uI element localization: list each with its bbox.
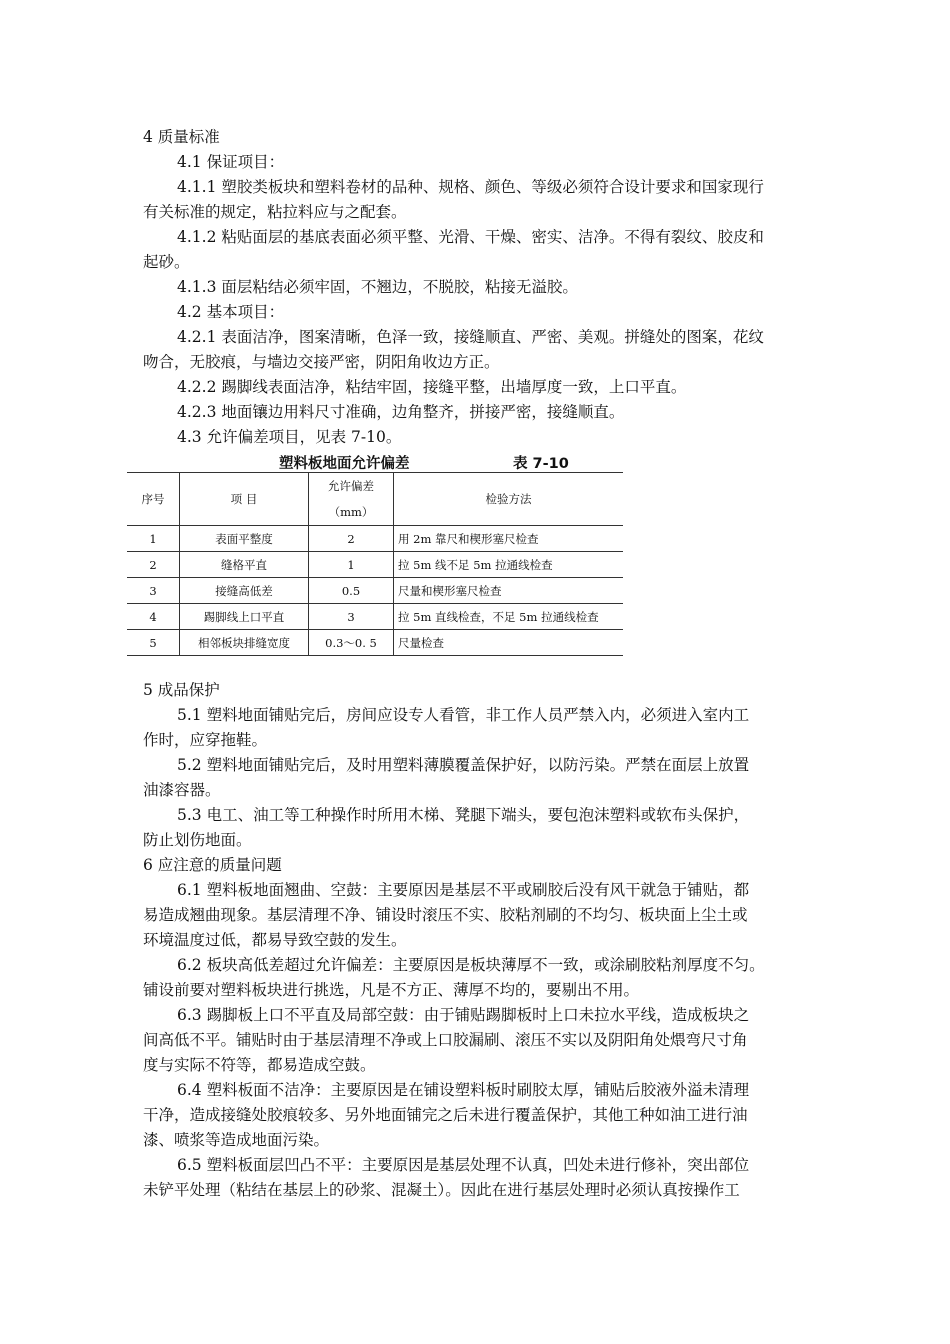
paragraph: 干净，造成接缝处胶痕较多、另外地面铺完之后未进行覆盖保护，其他工种如油工进行油 (143, 1106, 748, 1124)
table-row (127, 630, 623, 656)
cell-method: 用 2m 靠尺和楔形塞尺检查 (398, 531, 539, 546)
cell-no: 3 (127, 578, 180, 604)
cell-tolerance: 2 (309, 526, 394, 552)
section-5-heading: 5 成品保护 (143, 681, 220, 699)
paragraph: 防止划伤地面。 (143, 831, 252, 849)
paragraph: 4.3 允许偏差项目，见表 7-10。 (177, 428, 402, 446)
paragraph: 5.3 电工、油工等工种操作时所用木梯、凳腿下端头，要包泡沫塑料或软布头保护， (177, 806, 750, 824)
paragraph: 5.2 塑料地面铺贴完后，及时用塑料薄膜覆盖保护好，以防污染。严禁在面层上放置 (177, 756, 750, 774)
section-4-heading: 4 质量标准 (143, 128, 220, 146)
paragraph: 5.1 塑料地面铺贴完后，房间应设专人看管，非工作人员严禁入内，必须进入室内工 (177, 706, 750, 724)
table-title: 塑料板地面允许偏差 (279, 456, 410, 472)
table-header-row (127, 473, 623, 526)
paragraph: 有关标准的规定，粘拉料应与之配套。 (143, 203, 407, 221)
header-tolerance (309, 473, 394, 526)
paragraph: 6.5 塑料板面层凹凸不平：主要原因是基层处理不认真，凹处未进行修补，突出部位 (177, 1156, 750, 1174)
cell-tolerance: 0.5 (309, 578, 394, 604)
paragraph: 4.1.3 面层粘结必须牢固，不翘边，不脱胶，粘接无溢胶。 (177, 278, 578, 296)
paragraph: 4.1.1 塑胶类板块和塑料卷材的品种、规格、颜色、等级必须符合设计要求和国家现行 (177, 178, 764, 196)
cell-tolerance: 3 (309, 604, 394, 630)
cell-item: 缝格平直 (180, 552, 309, 578)
paragraph: 易造成翘曲现象。基层清理不净、铺设时滚压不实、胶粘剂刷的不均匀、板块面上尘土或 (143, 906, 748, 924)
cell-method: 尺量检查 (398, 635, 444, 650)
header-tolerance-line2: （mm） (328, 505, 374, 519)
paragraph: 起砂。 (143, 253, 190, 271)
paragraph: 4.2.3 地面镶边用料尺寸准确，边角整齐，拼接严密，接缝顺直。 (177, 403, 625, 421)
cell-item: 踢脚线上口平直 (180, 604, 309, 630)
header-tolerance-line1: 允许偏差 (328, 479, 374, 493)
table-row (127, 526, 623, 552)
paragraph: 6.4 塑料板面不洁净：主要原因是在铺设塑料板时刷胶太厚，铺贴后胶液外溢未清理 (177, 1081, 750, 1099)
cell-item: 表面平整度 (180, 526, 309, 552)
paragraph: 油漆容器。 (143, 781, 221, 799)
paragraph: 漆、喷浆等造成地面污染。 (143, 1131, 330, 1149)
cell-no: 4 (127, 604, 180, 630)
paragraph: 4.2 基本项目： (177, 303, 285, 321)
cell-no: 2 (127, 552, 180, 578)
paragraph: 铺设前要对塑料板块进行挑选，凡是不方正、薄厚不均的，要剔出不用。 (143, 981, 640, 999)
table-number: 表 7-10 (513, 456, 569, 472)
paragraph: 间高低不平。铺贴时由于基层清理不净或上口胶漏刷、滚压不实以及阴阳角处煨弯尺寸角 (143, 1031, 748, 1049)
cell-item: 接缝高低差 (180, 578, 309, 604)
paragraph: 6.2 板块高低差超过允许偏差：主要原因是板块薄厚不一致，或涂刷胶粘剂厚度不匀。 (177, 956, 765, 974)
cell-no: 5 (127, 630, 180, 656)
cell-method: 拉 5m 直线检查，不足 5m 拉通线检查 (398, 609, 599, 624)
cell-tolerance: 1 (309, 552, 394, 578)
paragraph: 未铲平处理（粘结在基层上的砂浆、混凝土）。因此在进行基层处理时必须认真按操作工 (143, 1181, 740, 1199)
table-row (127, 552, 623, 578)
paragraph: 作时，应穿拖鞋。 (143, 731, 268, 749)
paragraph: 6.1 塑料板地面翘曲、空鼓：主要原因是基层不平或刷胶后没有风干就急于铺贴，都 (177, 881, 750, 899)
header-item: 项 目 (180, 473, 309, 526)
paragraph: 度与实际不符等，都易造成空鼓。 (143, 1056, 376, 1074)
cell-method: 尺量和楔形塞尺检查 (398, 583, 502, 598)
cell-no: 1 (127, 526, 180, 552)
cell-method: 拉 5m 线不足 5m 拉通线检查 (398, 557, 553, 572)
table-caption (127, 452, 623, 472)
paragraph: 环境温度过低，都易导致空鼓的发生。 (143, 931, 407, 949)
table-row (127, 604, 623, 630)
paragraph: 吻合，无胶痕，与墙边交接严密，阴阳角收边方正。 (143, 353, 500, 371)
section-6-heading: 6 应注意的质量问题 (143, 856, 282, 874)
tolerance-table (127, 472, 623, 656)
header-no: 序号 (127, 473, 180, 526)
paragraph: 4.1 保证项目： (177, 153, 285, 171)
cell-item: 相邻板块排缝宽度 (180, 630, 309, 656)
table-row (127, 578, 623, 604)
header-method: 检验方法 (485, 492, 532, 506)
cell-tolerance: 0.3～0. 5 (309, 630, 394, 656)
paragraph: 6.3 踢脚板上口不平直及局部空鼓：由于铺贴踢脚板时上口未拉水平线，造成板块之 (177, 1006, 750, 1024)
paragraph: 4.1.2 粘贴面层的基底表面必须平整、光滑、干燥、密实、洁净。不得有裂纹、胶皮和 (177, 228, 764, 246)
paragraph: 4.2.1 表面洁净，图案清晰，色泽一致，接缝顺直、严密、美观。拼缝处的图案，花纹 (177, 328, 764, 346)
paragraph: 4.2.2 踢脚线表面洁净，粘结牢固，接缝平整，出墙厚度一致，上口平直。 (177, 378, 687, 396)
